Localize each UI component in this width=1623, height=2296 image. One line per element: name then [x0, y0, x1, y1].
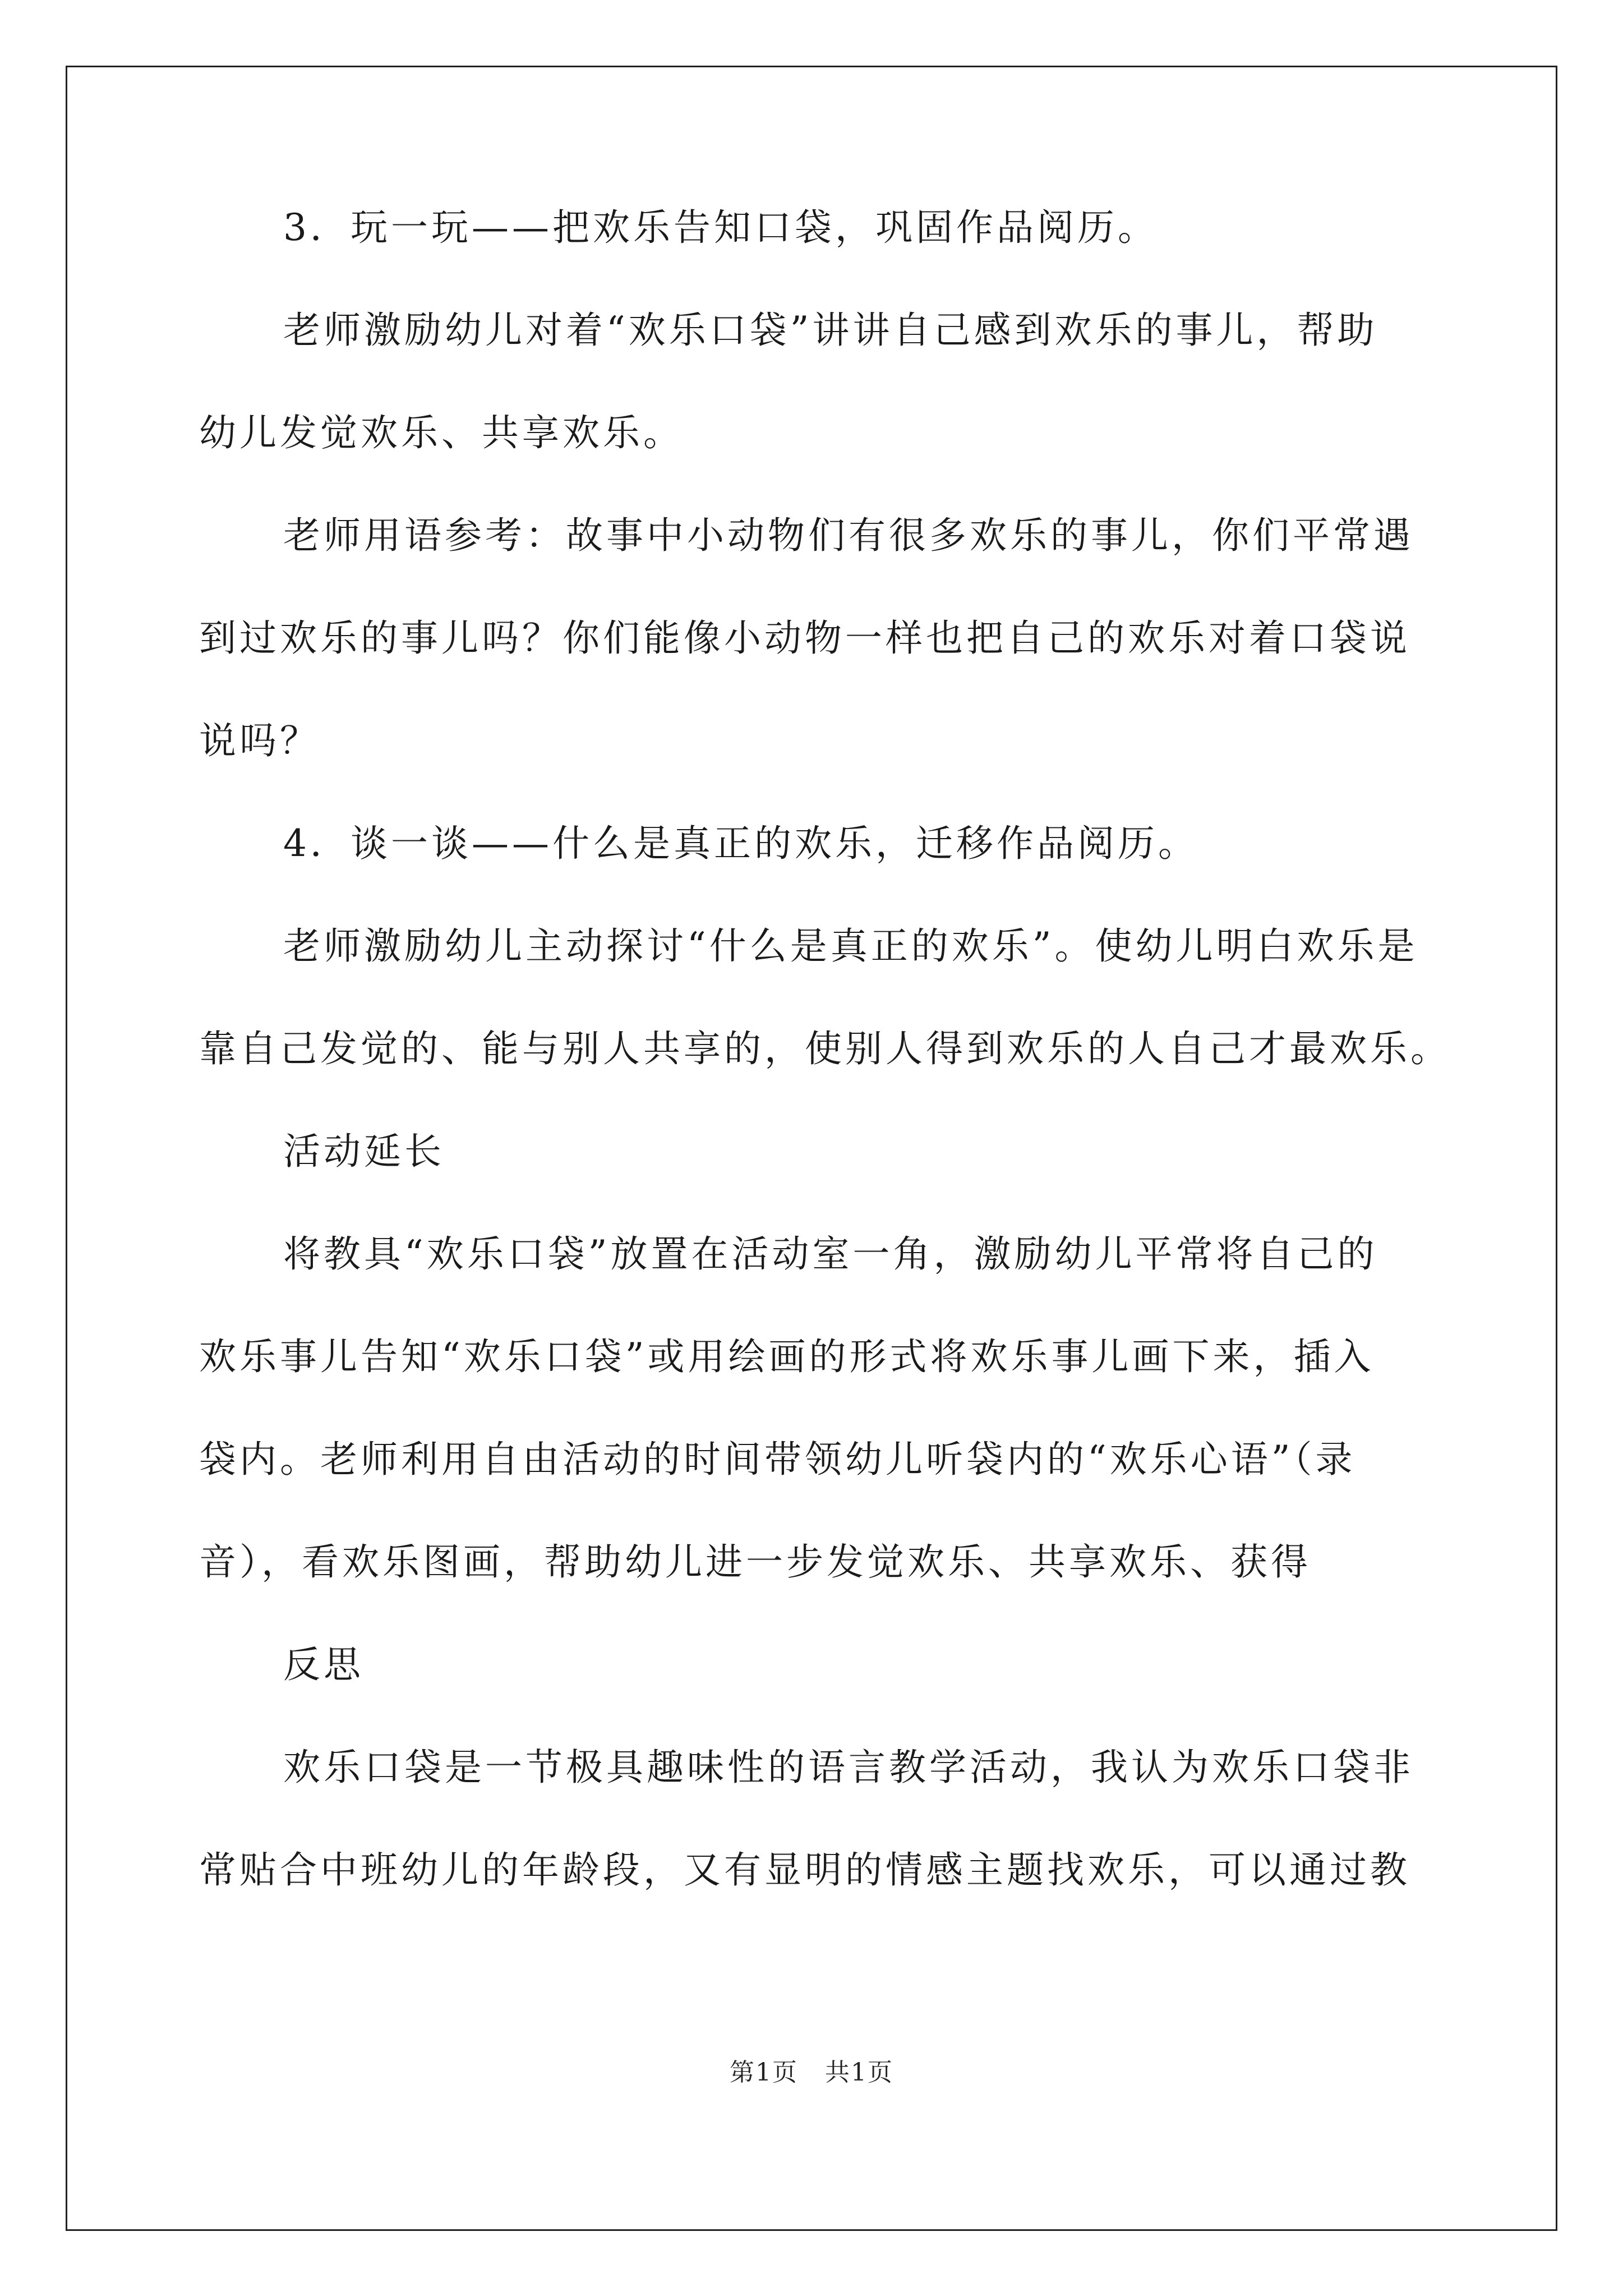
paragraph-line: 欢乐事儿告知“欢乐口袋”或用绘画的形式将欢乐事儿画下来，插入	[199, 1335, 1375, 1378]
paragraph-line: 说吗？	[199, 719, 320, 762]
paragraph-line: 老师激励幼儿对着“欢乐口袋”讲讲自己感到欢乐的事儿，帮助	[283, 309, 1378, 352]
paragraph-line: 到过欢乐的事儿吗？你们能像小动物一样也把自己的欢乐对着口袋说	[199, 616, 1410, 660]
paragraph-line: 靠自己发觉的、能与别人共享的，使别人得到欢乐的人自己才最欢乐。	[199, 1027, 1451, 1070]
section-heading: 反思	[283, 1643, 364, 1686]
paragraph-line: 3．玩一玩——把欢乐告知口袋，巩固作品阅历。	[283, 206, 1158, 249]
document-body	[199, 202, 1451, 1947]
paragraph-line: 音），看欢乐图画，帮助幼儿进一步发觉欢乐、共享欢乐、获得	[199, 1540, 1311, 1584]
page-number-total: 共1页	[825, 2058, 893, 2087]
page-number-current: 第1页	[730, 2058, 798, 2087]
paragraph-line: 幼儿发觉欢乐、共享欢乐。	[199, 411, 684, 454]
paragraph-line: 常贴合中班幼儿的年龄段，又有显明的情感主题找欢乐，可以通过教	[199, 1848, 1410, 1892]
paragraph-line: 4．谈一谈——什么是真正的欢乐，迁移作品阅历。	[283, 822, 1198, 865]
section-heading: 活动延长	[283, 1130, 445, 1173]
paragraph-line: 将教具“欢乐口袋”放置在活动室一角，激励幼儿平常将自己的	[283, 1232, 1378, 1276]
paragraph-line: 老师用语参考：故事中小动物们有很多欢乐的事儿，你们平常遇	[283, 514, 1414, 557]
page-footer	[0, 2056, 1623, 2090]
paragraph-line: 欢乐口袋是一节极具趣味性的语言教学活动，我认为欢乐口袋非	[283, 1746, 1414, 1789]
paragraph-line: 老师激励幼儿主动探讨“什么是真正的欢乐”。使幼儿明白欢乐是	[283, 924, 1418, 968]
paragraph-line: 袋内。老师利用自由活动的时间带领幼儿听袋内的“欢乐心语”（录	[199, 1438, 1356, 1481]
